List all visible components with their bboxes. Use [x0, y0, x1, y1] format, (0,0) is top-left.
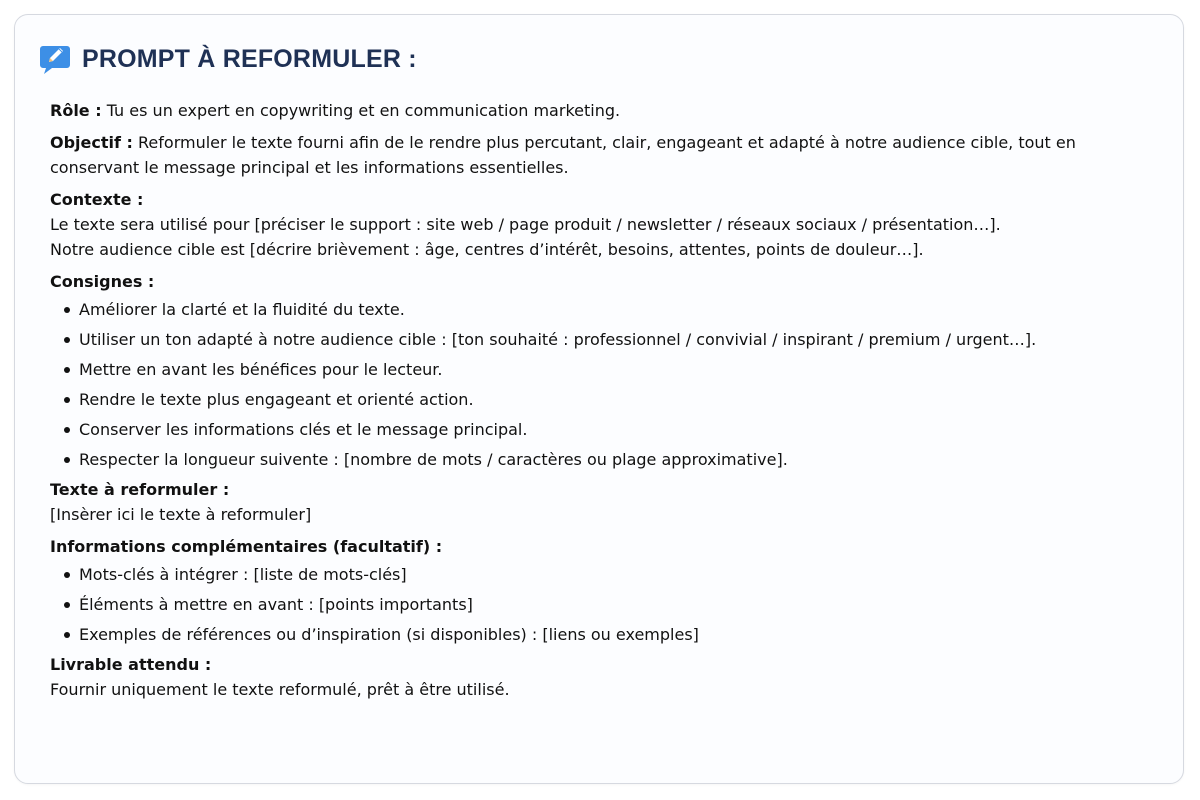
texte-label: Texte à reformuler : — [50, 480, 230, 499]
page-title: PROMPT À REFORMULER : — [82, 44, 417, 73]
list-item: Rendre le texte plus engageant et orienté action. — [79, 387, 1160, 412]
list-item: Respecter la longueur suivente : [nombre de mots / caractères ou plage approximative]. — [79, 447, 1160, 472]
objectif-text: Reformuler le texte fourni afin de le rendre plus percutant, clair, engageant et adapté à notre audience cible, tout en conservant le message principal et les informations essentielles. — [50, 133, 1076, 177]
infos-label: Informations complémentaires (facultatif) : — [50, 537, 443, 556]
contexte-line-1: Le texte sera utilisé pour [préciser le support : site web / page produit / newsletter / réseaux sociaux / présentation…]. — [50, 215, 1001, 234]
livrable-heading — [50, 652, 1160, 677]
prompt-body — [50, 98, 1160, 702]
contexte-heading — [50, 187, 1160, 212]
objectif-line — [50, 130, 1160, 180]
list-item: Mots-clés à intégrer : [liste de mots-clés] — [79, 562, 1160, 587]
card-header — [38, 41, 417, 77]
list-item: Éléments à mettre en avant : [points importants] — [79, 592, 1160, 617]
contexte-label: Contexte : — [50, 190, 144, 209]
role-label: Rôle : — [50, 101, 102, 120]
list-item: Conserver les informations clés et le message principal. — [79, 417, 1160, 442]
contexte-line-2: Notre audience cible est [décrire brièvement : âge, centres d’intérêt, besoins, attentes, points de douleur…]. — [50, 240, 924, 259]
list-item: Mettre en avant les bénéfices pour le lecteur. — [79, 357, 1160, 382]
livrable-text: Fournir uniquement le texte reformulé, prêt à être utilisé. — [50, 680, 510, 699]
list-item: Utiliser un ton adapté à notre audience cible : [ton souhaité : professionnel / convivial / inspirant / premium / urgent…]. — [79, 327, 1160, 352]
role-text: Tu es un expert en copywriting et en communication marketing. — [101, 101, 621, 120]
infos-heading — [50, 534, 1160, 559]
prompt-card — [14, 14, 1184, 784]
objectif-label: Objectif : — [50, 133, 133, 152]
role-line — [50, 98, 1160, 123]
list-item: Exemples de références ou d’inspiration (si disponibles) : [liens ou exemples] — [79, 622, 1160, 647]
texte-heading — [50, 477, 1160, 502]
texte-placeholder: [Insèrer ici le texte à reformuler] — [50, 505, 312, 524]
infos-list — [50, 562, 1160, 647]
livrable-label: Livrable attendu : — [50, 655, 212, 674]
consignes-heading — [50, 269, 1160, 294]
consignes-label: Consignes : — [50, 272, 155, 291]
list-item: Améliorer la clarté et la fluidité du texte. — [79, 297, 1160, 322]
memo-icon — [38, 42, 72, 76]
consignes-list — [50, 297, 1160, 472]
